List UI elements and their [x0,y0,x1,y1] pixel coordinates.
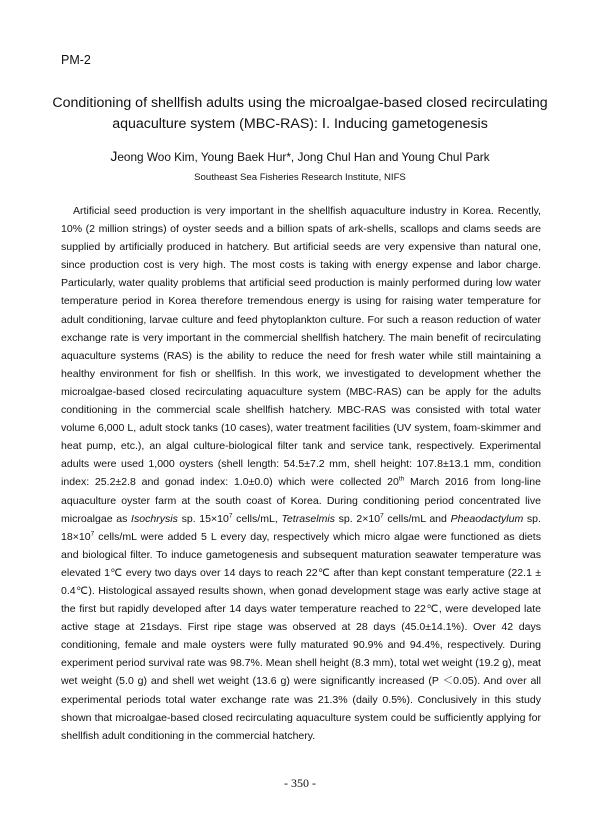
paper-title [40,93,560,135]
title-line-1: Conditioning of shellfish adults using the microalgae-based closed recirculating [52,95,548,111]
title-line-2: aquaculture system (MBC-RAS): Ⅰ. Inducing gametogenesis [112,116,488,132]
species-name-pheaodactylum: Pheaodactylum [450,512,524,525]
page-number: - 350 - [284,776,316,790]
abstract-text-4: cells/mL, [232,512,282,525]
ordinal-superscript: th [398,475,405,483]
exponent-3: 7 [90,530,95,538]
species-name-tetraselmis: Tetraselmis [281,512,335,525]
author-initial: J [110,148,118,164]
abstract-text-7: sp. 18×10 [61,512,541,543]
abstract-text-8: cells/mL were added 5 L every day, respectively which micro algae were functioned as diets and biological filter. To induce gametogenesis and subsequent maturation seawater temperature was elevated 1℃ every two days over 14 days to reach 22℃ after than kept constant temperature (22.1 ± 0.4℃). Histological assayed results shown, when gonad development stage was early active stage at the first but rapidly developed after 14 days water temperature reached to 22℃, were developed late active stage at 21sdays. First ripe stage was observed at 28 days (45.0±14.1%). Over 42 days conditioning, female and male oysters were fully maturated 90.9% and 94.4%, respectively. During experiment period survival rate was 98.7%. Mean shell height (8.3 mm), total wet weight (19.2 g), meat wet weight (5.0 g) and shell wet weight (13.6 g) were significantly increased (P ＜0.05). And over all experimental periods total water exchange rate was 21.3% (daily 0.5%). Conclusively in this study shown that microalgae-based closed recirculating aquaculture system could be sufficiently applying for shellfish adult conditioning in the commercial hatchery. [61,530,541,742]
abstract-text-5: sp. 2×10 [334,512,381,525]
affiliation: Southeast Sea Fisheries Research Institute, NIFS [194,172,406,183]
author-list [40,148,560,164]
abstract-text-3: sp. 15×10 [177,512,229,525]
abstract-text-2: March 2016 from long-line aquaculture oyster farm at the south coast of Korea. During conditioning period concentrated live microalgae as [61,476,541,525]
exponent-1: 7 [228,512,233,520]
exponent-2: 7 [380,512,384,520]
session-code: PM-2 [61,53,91,67]
abstract-paragraph [61,202,541,745]
abstract-text-6: cells/mL and [383,512,451,525]
species-name-isochrysis: Isochrysis [131,512,178,525]
abstract-text-1: Artificial seed production is very important in the shellfish aquaculture industry in Korea. Recently, 10% (2 million strings) of oyster seeds and a billion spats of ark-shells, scallops and clams seeds are supplied by artificially produced in hatchery. But artificial seeds are very expensive than natural one, since production cost is very high. The most costs is taking with energy expense and labor charge. Particularly, water quality problems that artificial seed production is mainly performed during low water temperature period in Korea therefore tremendous energy is using for raising water temperature for adult conditioning, larvae culture and feed phytoplankton culture. For such a reason reduction of water exchange rate is very important in the commercial shellfish hatchery. The main benefit of recirculating aquaculture systems (RAS) is the ability to reduce the need for fresh water while still maintaining a healthy environment for fish or shellfish. In this work, we investigated to development whether the microalgae-based closed recirculating aquaculture system (MBC-RAS) can be apply for the adults conditioning in the commercial scale shellfish hatchery. MBC-RAS was consisted with total water volume 6,000 L, adult stock tanks (10 cases), water treatment facilities (UV system, foam-skimmer and heat pump, etc.), an algal culture-biological filter tank and service tank, respectively. Experimental adults were used 1,000 oysters (shell length: 54.5±7.2 mm, shell height: 107.8±13.1 mm, condition index: 25.2±2.8 and gonad index: 1.0±0.0) which were collected 20 [61,205,541,489]
author-names: eong Woo Kim, Young Baek Hur*, Jong Chul Han and Young Chul Park [117,150,490,164]
abstract [61,202,541,745]
